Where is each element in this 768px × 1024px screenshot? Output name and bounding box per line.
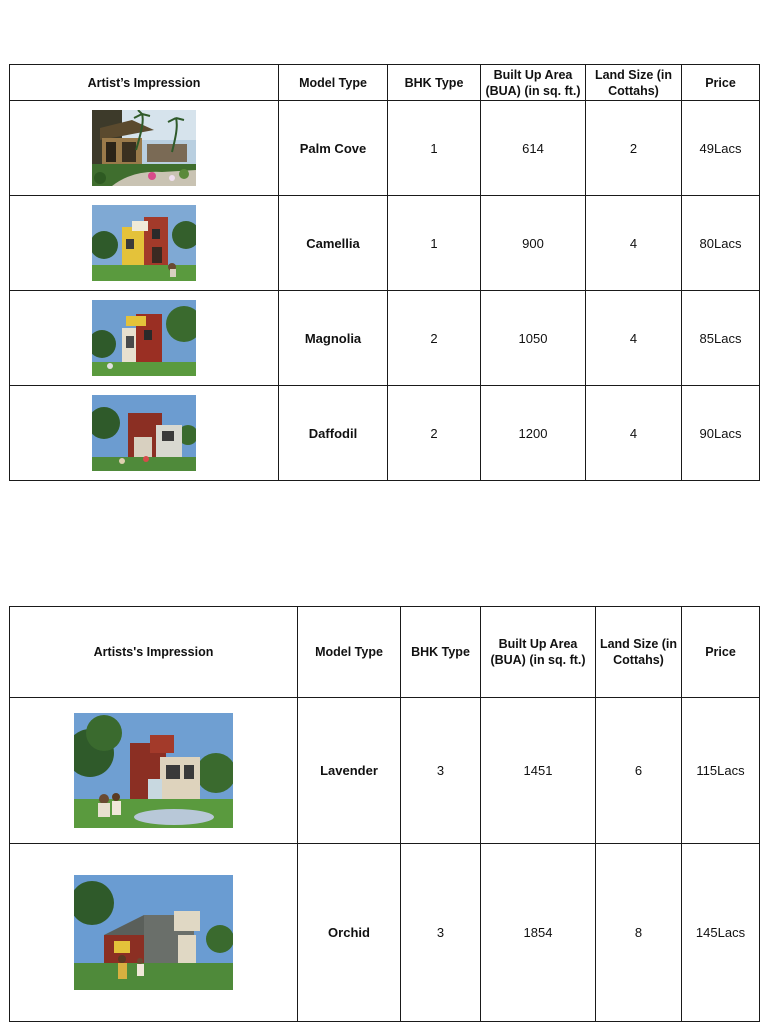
header-artists-impression: Artists's Impression [10, 607, 298, 698]
image-cell [10, 844, 298, 1022]
bhk-cell: 3 [401, 844, 481, 1022]
lavender-render-image [74, 713, 233, 828]
bua-cell: 900 [481, 196, 586, 291]
price-cell: 145Lacs [682, 844, 760, 1022]
table-header-row [10, 65, 760, 101]
header-built-up-area: Built Up Area (BUA) (in sq. ft.) [481, 607, 596, 698]
header-land-size: Land Size (in Cottahs) [596, 607, 682, 698]
header-model-type: Model Type [279, 65, 388, 101]
price-table-2 [9, 606, 760, 1022]
model-type-cell: Magnolia [279, 291, 388, 386]
palm-cove-render-image [92, 110, 196, 186]
price-cell: 115Lacs [682, 698, 760, 844]
table-row [10, 196, 760, 291]
land-size-cell: 4 [586, 291, 682, 386]
model-type-cell: Lavender [298, 698, 401, 844]
magnolia-render-image [92, 300, 196, 376]
bua-cell: 1050 [481, 291, 586, 386]
bhk-cell: 2 [388, 386, 481, 481]
land-size-cell: 4 [586, 196, 682, 291]
land-size-cell: 6 [596, 698, 682, 844]
image-cell [10, 386, 279, 481]
image-cell [10, 196, 279, 291]
header-model-type: Model Type [298, 607, 401, 698]
orchid-render-image [74, 875, 233, 990]
header-price: Price [682, 607, 760, 698]
header-artists-impression: Artist’s Impression [10, 65, 279, 101]
header-bhk-type: BHK Type [401, 607, 481, 698]
bua-cell: 1854 [481, 844, 596, 1022]
header-land-size: Land Size (in Cottahs) [586, 65, 682, 101]
header-bhk-type: BHK Type [388, 65, 481, 101]
table-header-row [10, 607, 760, 698]
image-cell [10, 101, 279, 196]
table-row [10, 291, 760, 386]
table-row [10, 844, 760, 1022]
bhk-cell: 1 [388, 196, 481, 291]
image-cell [10, 698, 298, 844]
price-table-1 [9, 64, 760, 481]
bua-cell: 1200 [481, 386, 586, 481]
table-row [10, 101, 760, 196]
price-cell: 80Lacs [682, 196, 760, 291]
bua-cell: 1451 [481, 698, 596, 844]
bua-cell: 614 [481, 101, 586, 196]
camellia-render-image [92, 205, 196, 281]
land-size-cell: 2 [586, 101, 682, 196]
image-cell [10, 291, 279, 386]
land-size-cell: 4 [586, 386, 682, 481]
bhk-cell: 1 [388, 101, 481, 196]
bhk-cell: 2 [388, 291, 481, 386]
table-row [10, 386, 760, 481]
table-row [10, 698, 760, 844]
model-type-cell: Orchid [298, 844, 401, 1022]
header-built-up-area: Built Up Area (BUA) (in sq. ft.) [481, 65, 586, 101]
daffodil-render-image [92, 395, 196, 471]
price-cell: 90Lacs [682, 386, 760, 481]
land-size-cell: 8 [596, 844, 682, 1022]
model-type-cell: Daffodil [279, 386, 388, 481]
model-type-cell: Palm Cove [279, 101, 388, 196]
price-cell: 49Lacs [682, 101, 760, 196]
price-cell: 85Lacs [682, 291, 760, 386]
model-type-cell: Camellia [279, 196, 388, 291]
header-price: Price [682, 65, 760, 101]
bhk-cell: 3 [401, 698, 481, 844]
